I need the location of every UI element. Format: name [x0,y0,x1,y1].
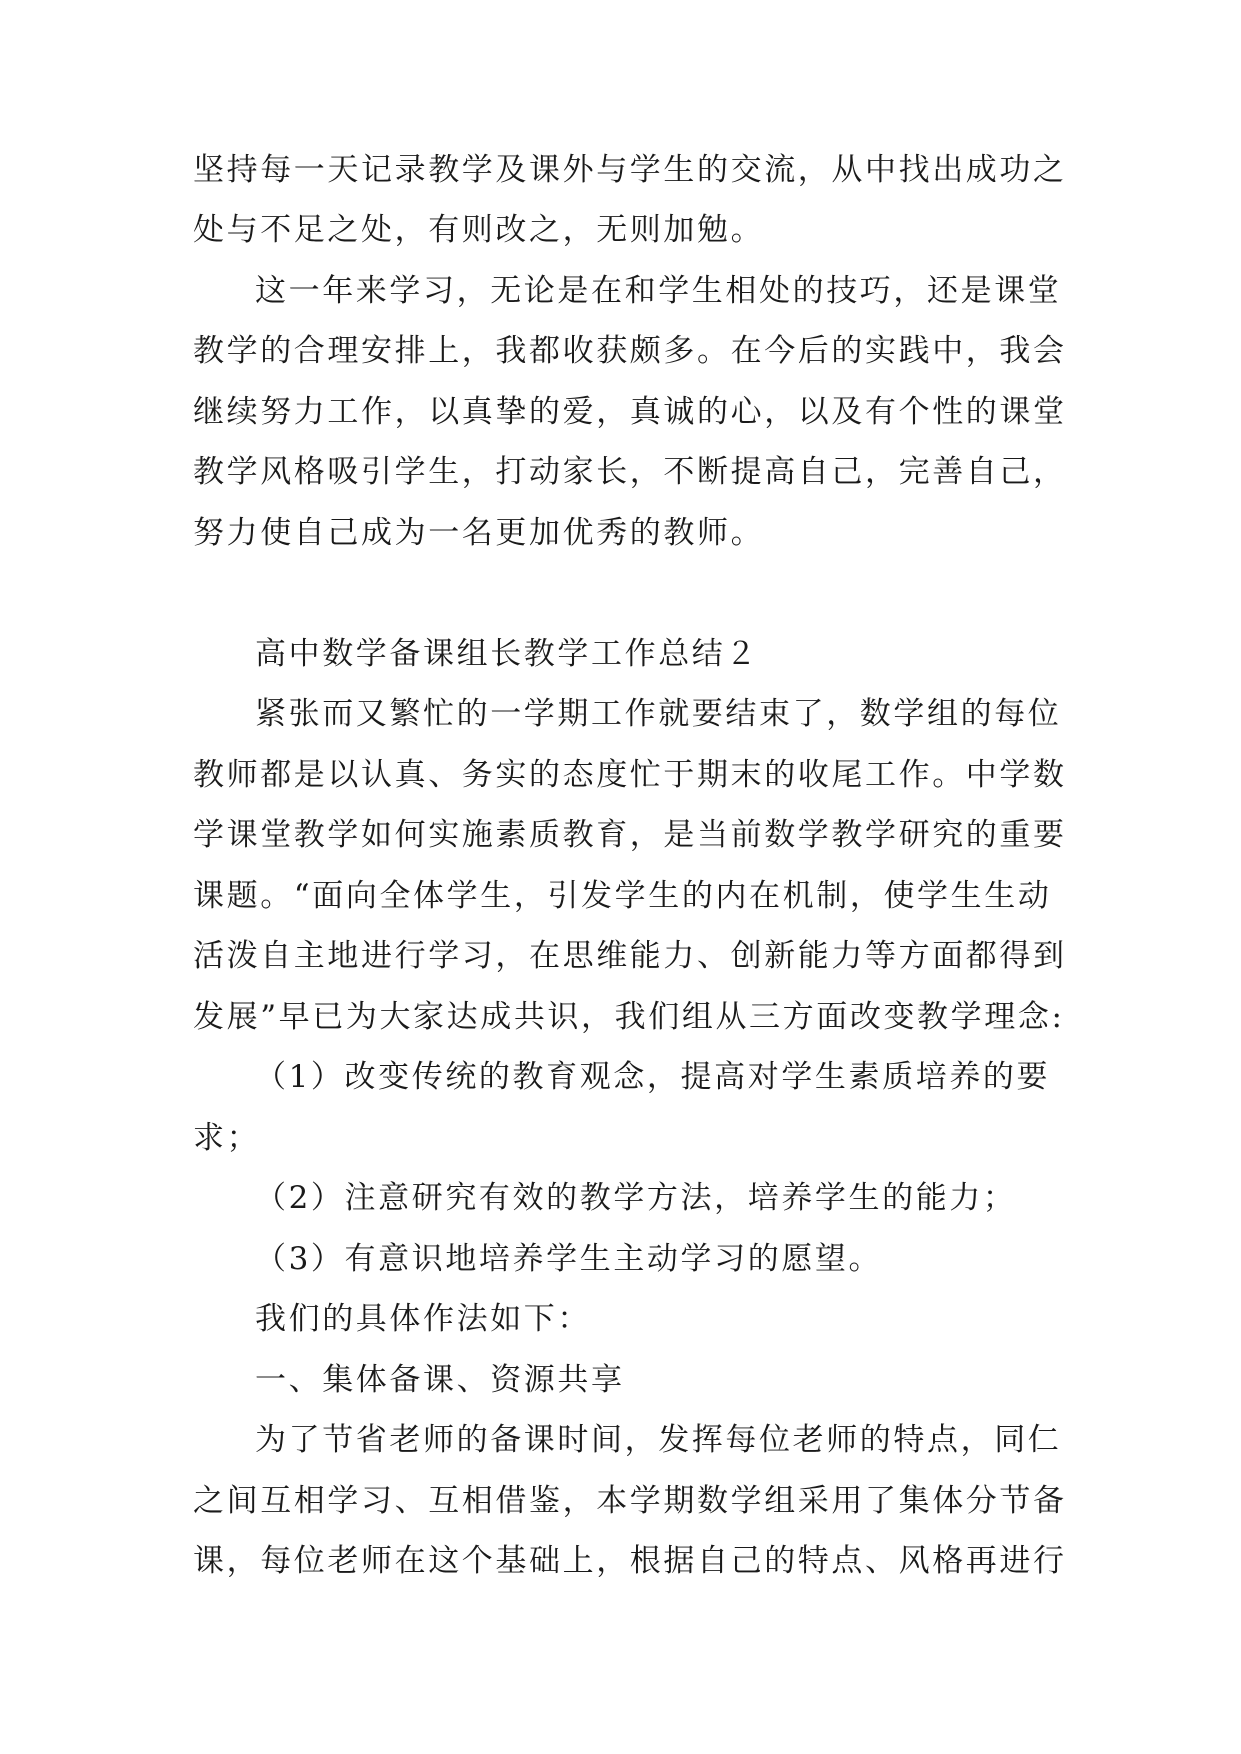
list-item-3: （3）有意识地培养学生主动学习的愿望。 [255,1241,883,1277]
paragraph-line: 教学风格吸引学生，打动家长，不断提高自己，完善自己， [193,454,1067,490]
paragraph-line: 教师都是以认真、务实的态度忙于期末的收尾工作。中学数 [193,757,1067,793]
paragraph-line: 坚持每一天记录教学及课外与学生的交流，从中找出成功之 [193,152,1067,188]
paragraph-line: 学课堂教学如何实施素质教育，是当前数学教学研究的重要 [193,817,1067,853]
paragraph-line: 努力使自己成为一名更加优秀的教师。 [193,515,765,551]
subsection-heading: 一、集体备课、资源共享 [255,1362,625,1398]
paragraph-line: 教学的合理安排上，我都收获颇多。在今后的实践中，我会 [193,333,1067,369]
section-heading: 高中数学备课组长教学工作总结２ [255,636,759,672]
paragraph-line: 继续努力工作，以真挚的爱，真诚的心，以及有个性的课堂 [193,394,1067,430]
paragraph-line: 课题。“面向全体学生，引发学生的内在机制，使学生生动 [193,878,1052,914]
paragraph-line: 课，每位老师在这个基础上，根据自己的特点、风格再进行 [193,1543,1067,1579]
paragraph-line: 我们的具体作法如下： [255,1301,591,1337]
paragraph-line: 之间互相学习、互相借鉴，本学期数学组采用了集体分节备 [193,1483,1067,1519]
paragraph-line: 紧张而又繁忙的一学期工作就要结束了，数学组的每位 [255,696,1062,732]
paragraph-line: 求； [193,1120,261,1156]
paragraph-line: 处与不足之处，有则改之，无则加勉。 [193,212,765,248]
paragraph-line: 这一年来学习，无论是在和学生相处的技巧，还是课堂 [255,273,1062,309]
paragraph-line: 发展”早已为大家达成共识，我们组从三方面改变教学理念: [193,999,1065,1035]
list-item-1: （1）改变传统的教育观念，提高对学生素质培养的要 [255,1059,1051,1095]
paragraph-line: 活泼自主地进行学习，在思维能力、创新能力等方面都得到 [193,938,1067,974]
list-item-2: （2）注意研究有效的教学方法，培养学生的能力； [255,1180,1017,1216]
paragraph-line: 为了节省老师的备课时间，发挥每位老师的特点，同仁 [255,1422,1062,1458]
